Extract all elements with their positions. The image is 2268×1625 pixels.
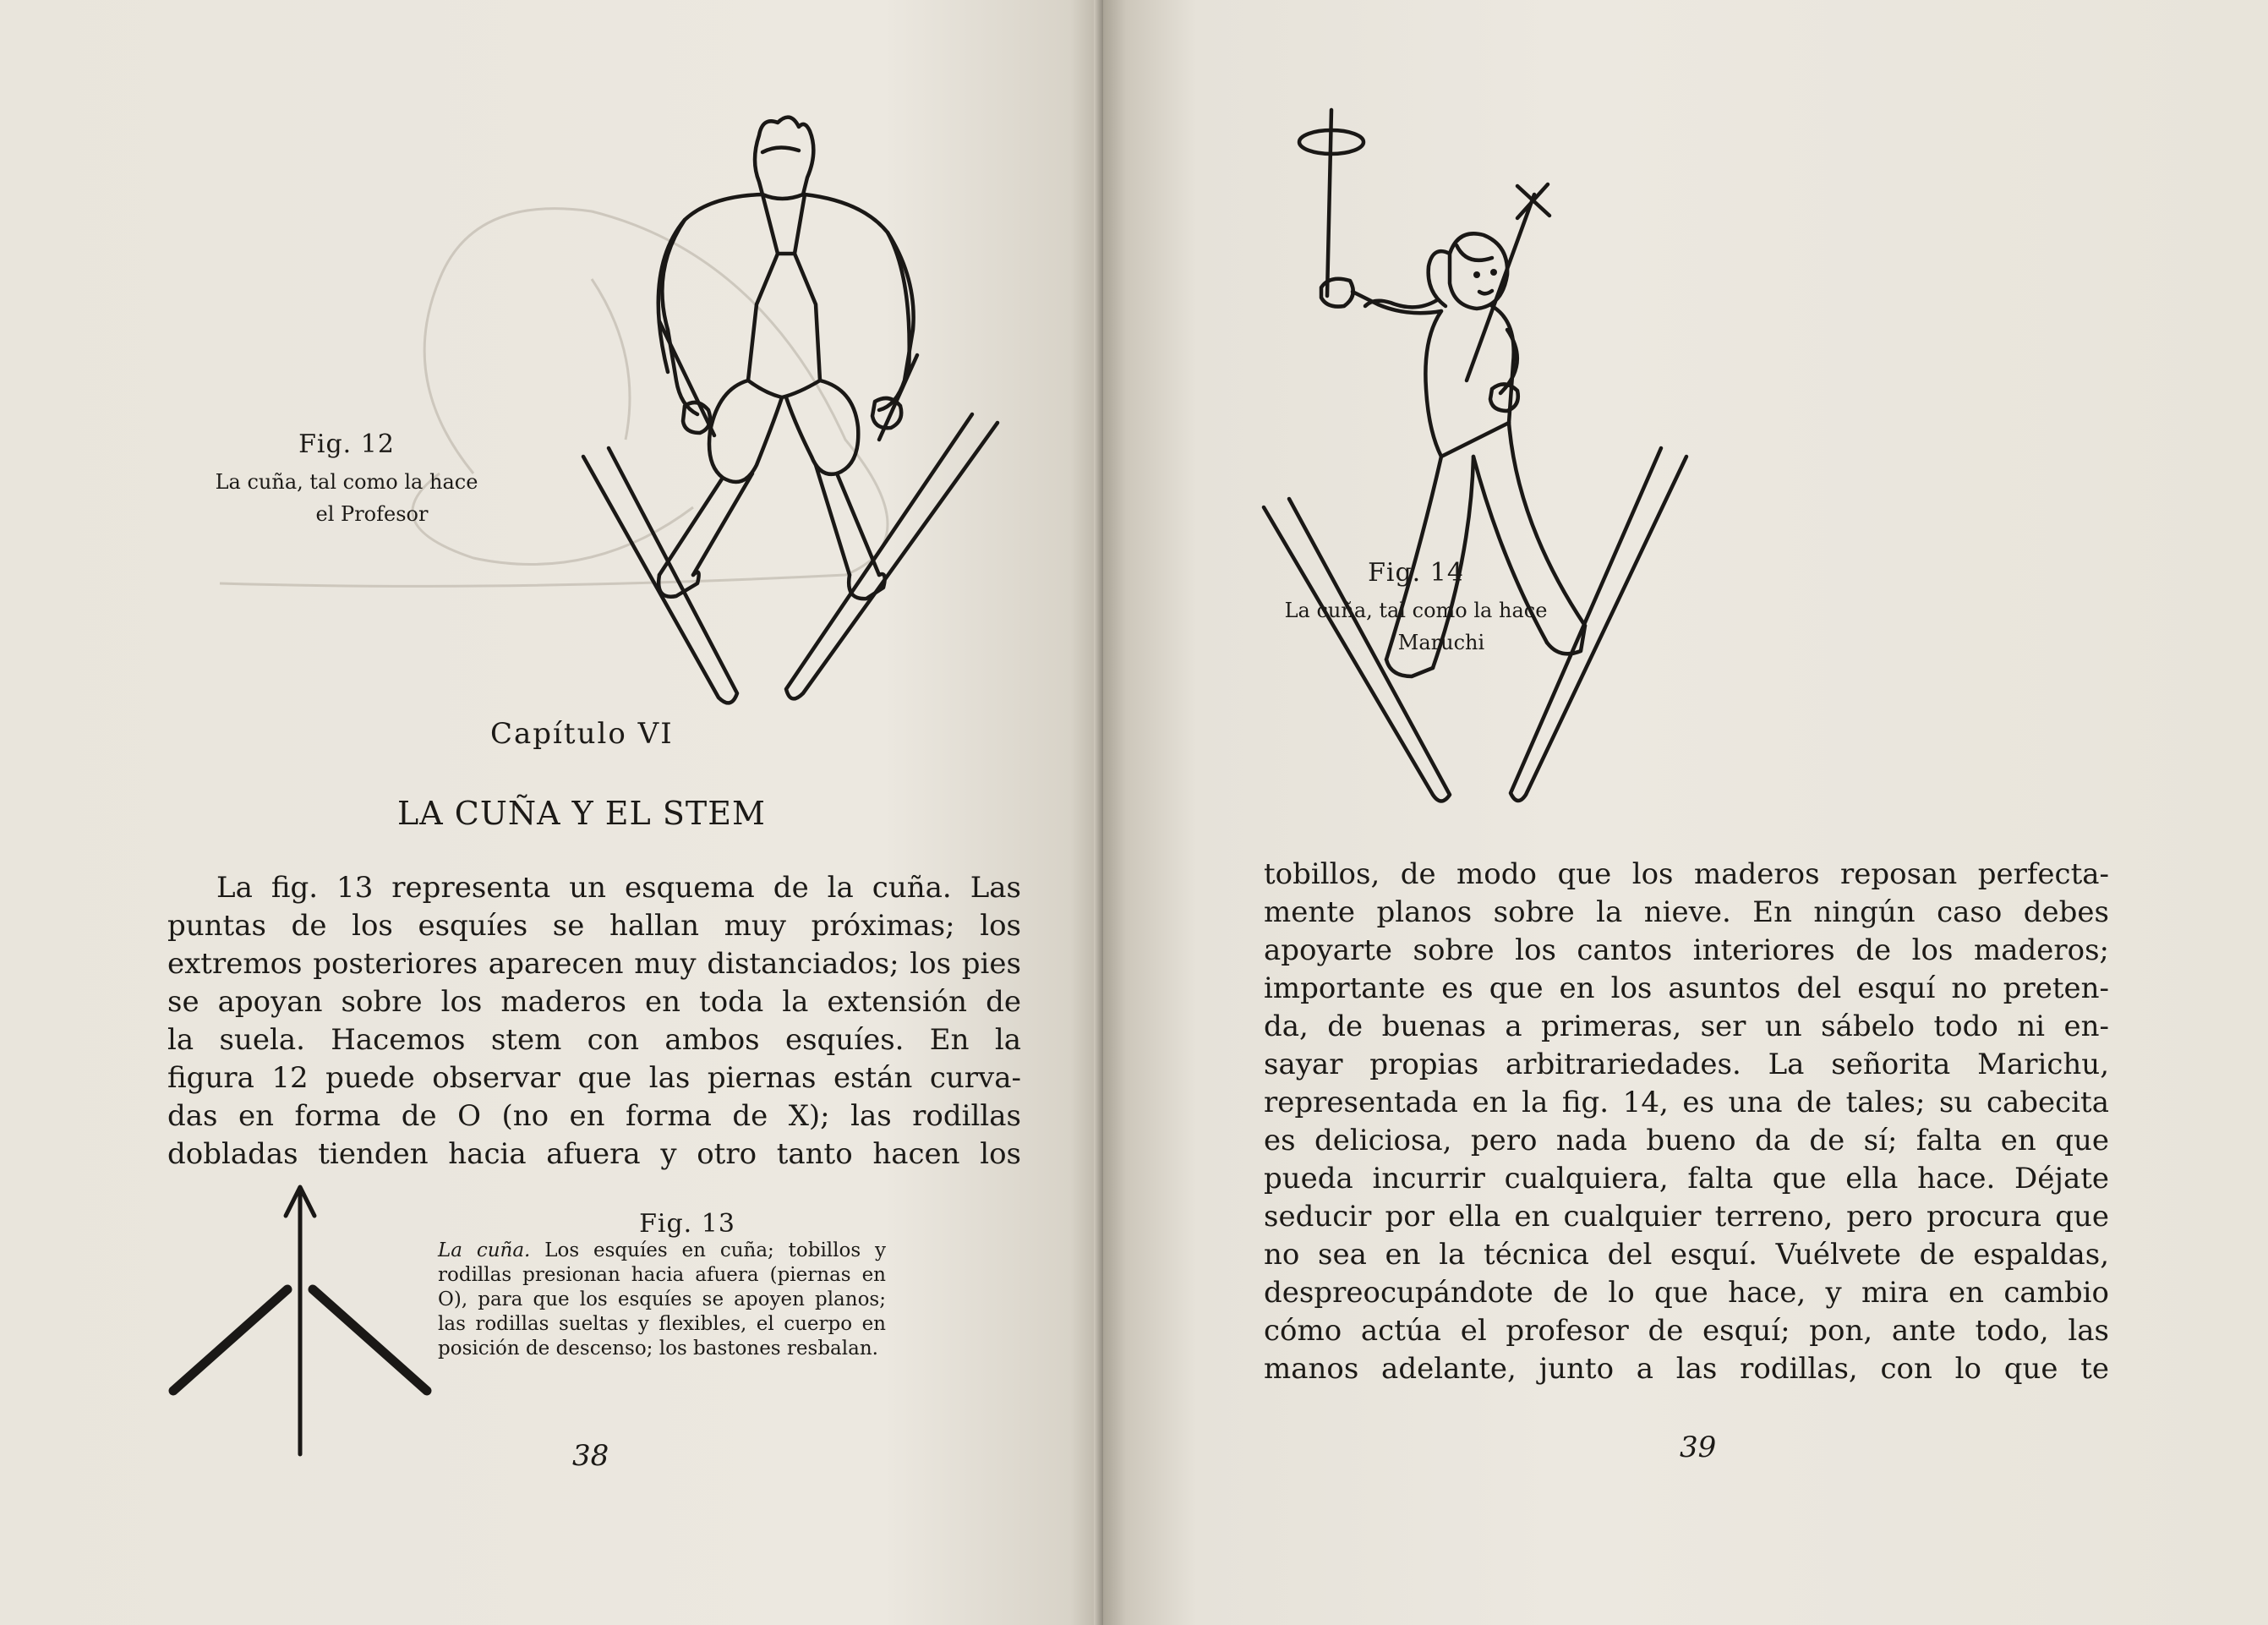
fig13-description-text: Los esquíes en cuña; tobillos y rodillas presionan hacia afuera (piernas en O), para que los esquíes se apoyen planos; las rodillas sueltas y flexibles, el cuerpo en posición de descenso; los bastones resbalan. <box>438 1239 887 1360</box>
fig13-label: Fig. 13 <box>639 1209 735 1239</box>
fig13-description-lead: La cuña. <box>438 1239 531 1261</box>
fig12-caption-line2: el Profesor <box>315 502 429 526</box>
left-body-line: la suela. Hacemos stem con ambos esquíes. En la <box>167 1023 1021 1057</box>
fig13-caption <box>438 1209 886 1361</box>
left-body-line: figura 12 puede observar que las piernas están curva- <box>167 1061 1021 1095</box>
page-number-left: 38 <box>572 1439 609 1473</box>
left-body-line: extremos posteriores aparecen muy distanciados; los pies <box>167 947 1021 981</box>
right-body-line: apoyarte sobre los cantos interiores de los maderos; <box>1264 933 2109 967</box>
right-body-line: manos adelante, junto a las rodillas, con lo que te <box>1264 1352 2109 1386</box>
right-body-line: pueda incurrir cualquiera, falta que ella hace. Déjate <box>1264 1162 2109 1195</box>
left-body-line: puntas de los esquíes se hallan muy próximas; los <box>167 909 1021 943</box>
fig14-label: Fig. 14 <box>1368 558 1464 588</box>
right-body-line: despreocupándote de lo que hace, y mira en cambio <box>1264 1276 2109 1310</box>
right-body-line: da, de buenas a primeras, ser un sábelo todo ni en- <box>1264 1009 2109 1043</box>
fig12-label: Fig. 12 <box>298 430 395 459</box>
left-body-text <box>167 869 1021 1174</box>
left-body-line: La fig. 13 representa un esquema de la cuña. Las <box>216 871 1021 905</box>
left-body-line: se apoyan sobre los maderos en toda la extensión de <box>167 985 1021 1019</box>
fig14-caption-line2: Maruchi <box>1397 631 1485 654</box>
right-body-line: sayar propias arbitrariedades. La señorita Marichu, <box>1264 1048 2109 1081</box>
fig12-illustration <box>541 101 1014 710</box>
right-body-text <box>1264 856 2109 1388</box>
page-number-right: 39 <box>1680 1431 1717 1464</box>
right-body-line: no sea en la técnica del esquí. Vuélvete de espaldas, <box>1264 1238 2109 1272</box>
chapter-heading: Capítulo VI <box>490 717 674 751</box>
fig12-caption <box>178 430 516 530</box>
fig14-caption <box>1247 558 1585 659</box>
left-body-line: dobladas tienden hacia afuera y otro tanto hacen los <box>167 1137 1021 1171</box>
right-body-line: mente planos sobre la nieve. En ningún caso debes <box>1264 895 2109 929</box>
fig13-description <box>438 1239 886 1361</box>
fig13-diagram <box>161 1175 448 1463</box>
right-body-line: tobillos, de modo que los maderos reposan perfecta- <box>1264 857 2109 891</box>
left-page <box>0 0 1103 1625</box>
fig14-illustration <box>1238 85 1712 845</box>
right-body-line: cómo actúa el profesor de esquí; pon, ante todo, las <box>1264 1314 2109 1348</box>
left-body-line: das en forma de O (no en forma de X); las rodillas <box>167 1099 1021 1133</box>
fig12-caption-line1: La cuña, tal como la hace <box>215 470 478 494</box>
right-body-line: representada en la fig. 14, es una de tales; su cabecita <box>1264 1086 2109 1119</box>
right-page <box>1103 0 2268 1625</box>
fig14-caption-line1: La cuña, tal como la hace <box>1284 599 1548 622</box>
right-body-line: importante es que en los asuntos del esquí no preten- <box>1264 971 2109 1005</box>
right-body-line: es deliciosa, pero nada bueno da de sí; falta en que <box>1264 1124 2109 1157</box>
section-title: LA CUÑA Y EL STEM <box>397 795 766 832</box>
right-body-line: seducir por ella en cualquier terreno, pero procura que <box>1264 1200 2109 1234</box>
